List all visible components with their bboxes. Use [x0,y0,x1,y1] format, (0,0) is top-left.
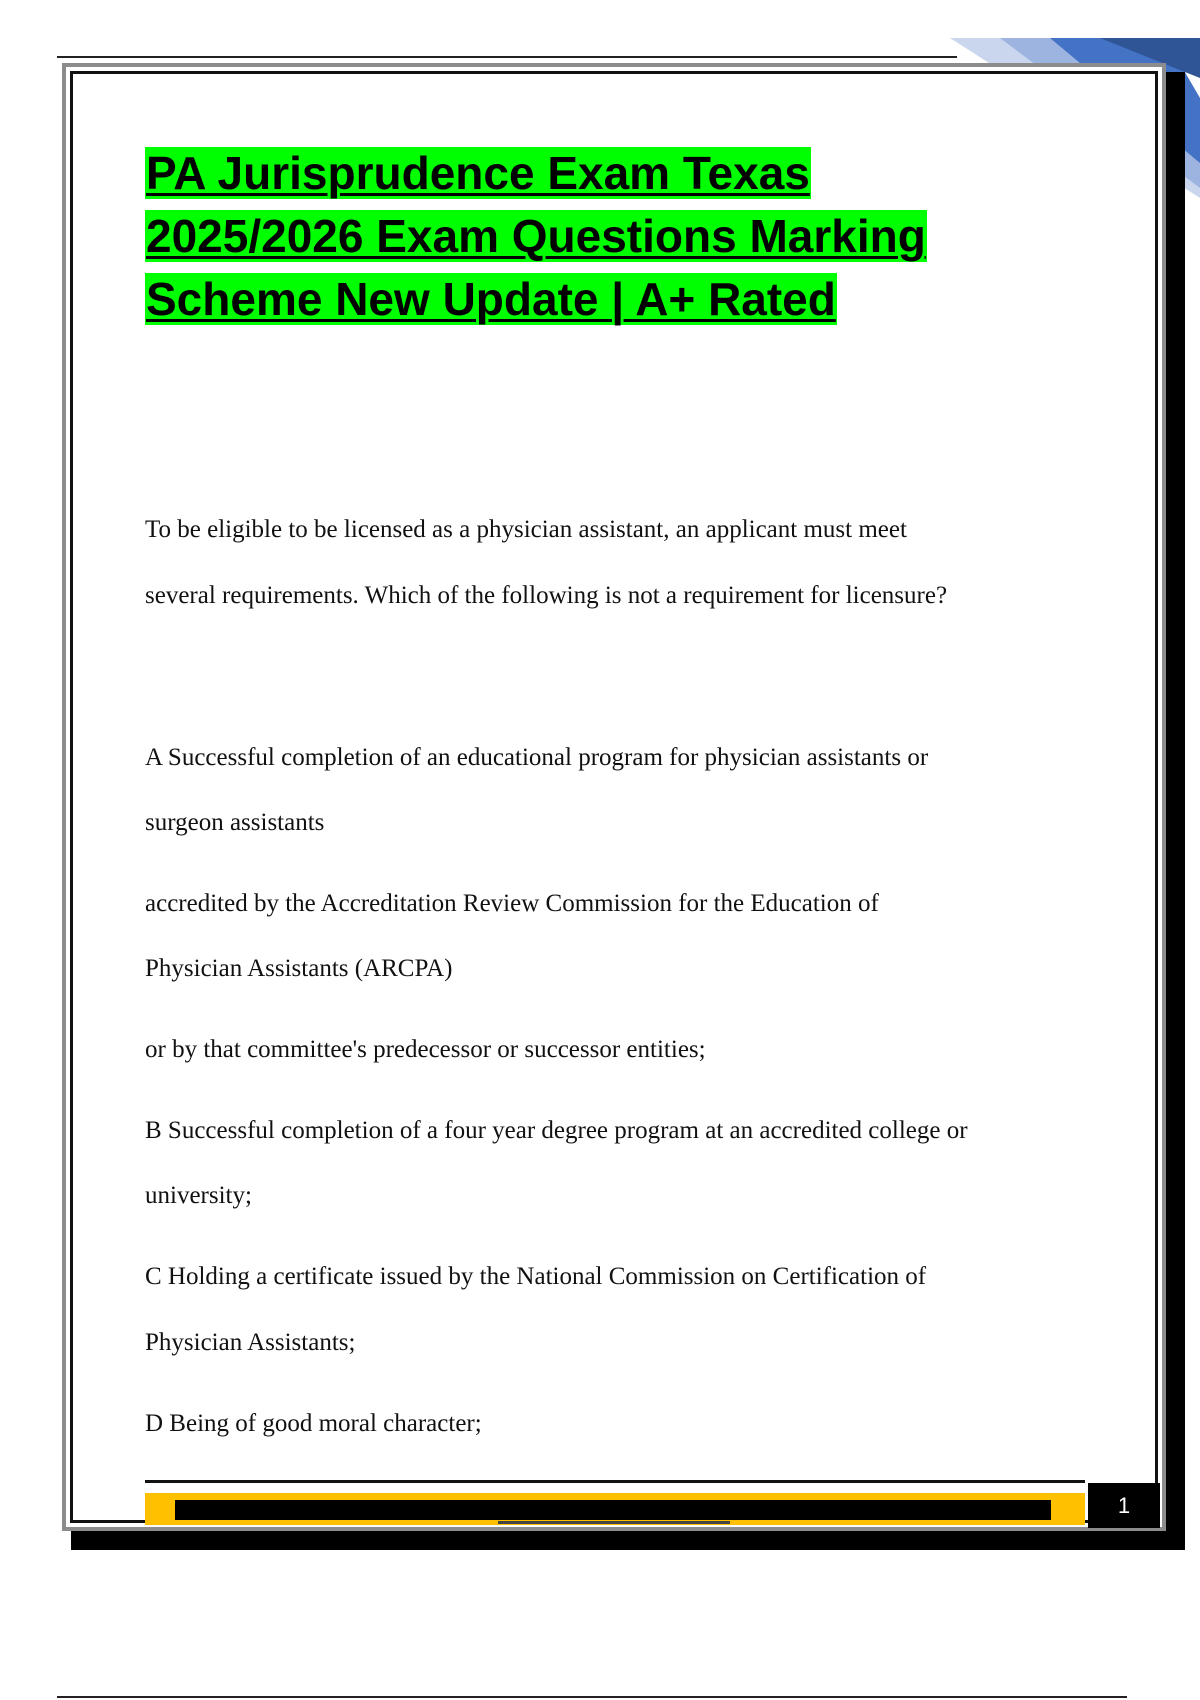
page-number: 1 [1088,1483,1160,1528]
title-line-1: PA Jurisprudence Exam Texas [146,147,810,199]
option-c-line-2: Physician Assistants; [145,1329,356,1356]
option-a-line-5: or by that committee's predecessor or successor entities; [145,1036,706,1063]
document-title [145,142,1025,331]
top-divider [57,56,957,58]
footer-bar-inner [175,1500,1051,1520]
bottom-divider [57,1696,1127,1698]
title-line-2: 2025/2026 Exam Questions Marking [146,210,926,262]
question-line-2: several requirements. Which of the following is not a requirement for licensure? [145,582,948,609]
title-line-3: Scheme New Update | A+ Rated [146,273,836,325]
option-a-line-1: A Successful completion of an educational program for physician assistants or [145,744,929,771]
option-c-line-1: C Holding a certificate issued by the National Commission on Certification of [145,1263,927,1290]
option-a-line-2: surgeon assistants [145,809,325,836]
option-b-line-2: university; [145,1182,252,1209]
footer-divider [145,1480,1085,1483]
question-line-1: To be eligible to be licensed as a physician assistant, an applicant must meet [145,516,907,543]
footer-underline [498,1521,730,1524]
option-a-line-3: accredited by the Accreditation Review Commission for the Education of [145,890,879,917]
option-d-line-1: D Being of good moral character; [145,1410,482,1437]
option-a-line-4: Physician Assistants (ARCPA) [145,955,453,982]
option-b-line-1: B Successful completion of a four year degree program at an accredited college or [145,1117,968,1144]
